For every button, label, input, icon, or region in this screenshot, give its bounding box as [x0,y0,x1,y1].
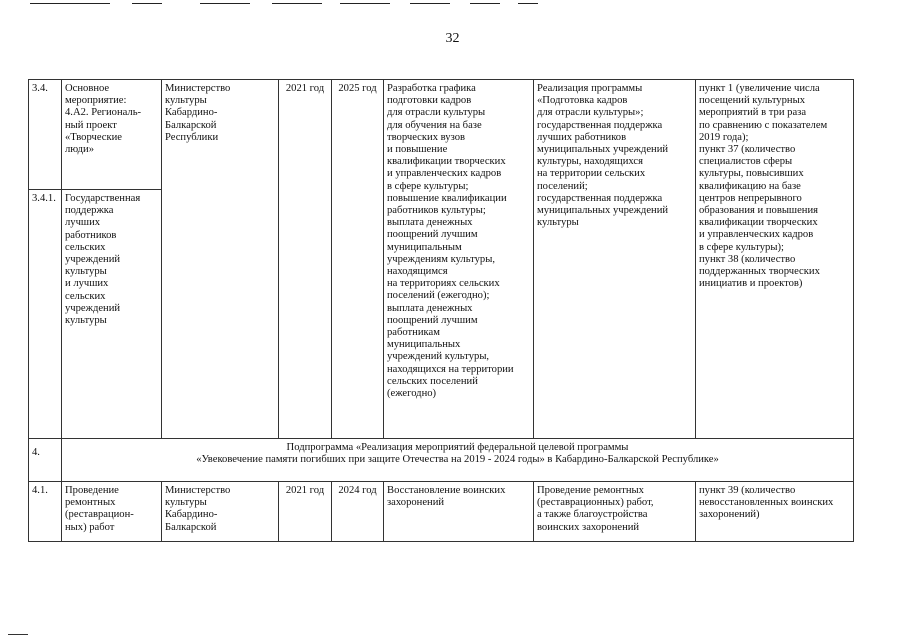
indicators-cell: пункт 1 (увеличение числа посещений культурных мероприятий в три раза по сравнению с показателем 2019 года); пункт 37 (количество специалистов сферы культуры, повысивших квалификацию на базе центров непрерывного образования и повышения квалификации творческих и управленческих кадров в сфере культуры); пункт 38 (количество поддержанных творческих инициатив и проектов) [696,80,854,439]
actions-cell: Восстановление воинских захоронений [384,482,534,542]
top-rule [470,3,500,4]
top-rule [340,3,390,4]
end-year-cell: 2024 год [332,482,384,542]
measures-table [28,79,854,542]
row-number: 4. [29,439,62,482]
top-rule [272,3,322,4]
row-number: 3.4.1. [29,190,62,439]
indicators-cell: пункт 39 (количество невосстановленных воинских захоронений) [696,482,854,542]
measure-name: Основное мероприятие: 4.А2. Региональ- ный проект «Творческие люди» [62,80,162,190]
top-rule [518,3,538,4]
subprogram-title: Подпрограмма «Реализация мероприятий федеральной целевой программы «Увековечение памяти погибших при защите Отечества на 2019 - 2024 годы» в Кабардино-Балкарской Республике» [62,439,854,482]
start-year-cell: 2021 год [279,482,332,542]
result-cell: Проведение ремонтных (реставрационных) работ, а также благоустройства воинских захоронений [534,482,696,542]
start-year-cell: 2021 год [279,80,332,439]
table-row [29,80,854,190]
top-rule [132,3,162,4]
page-number: 32 [445,31,460,46]
row-number: 4.1. [29,482,62,542]
measure-name: Государственная поддержка лучших работников сельских учреждений культуры и лучших сельских учреждений культуры [62,190,162,439]
table-row [29,439,854,482]
actions-cell: Разработка графика подготовки кадров для отрасли культуры для обучения на базе творческих вузов и повышение квалификации творческих и управленческих кадров в сфере культуры; повышение квалификации работников культуры; выплата денежных поощрений лучшим муниципальным учреждениям культуры, находящимся на территориях сельских поселений (ежегодно); выплата денежных поощрений лучшим работникам муниципальных учреждений культуры, находящихся на территории сельских поселений (ежегодно) [384,80,534,439]
top-rule [200,3,250,4]
measure-name: Проведение ремонтных (реставрацион- ных) работ [62,482,162,542]
end-year-cell: 2025 год [332,80,384,439]
top-rule [30,3,110,4]
result-cell: Реализация программы «Подготовка кадров для отрасли культуры»; государственная поддержка лучших работников муниципальных учреждений культуры, находящихся на территории сельских поселений; государственная поддержка муниципальных учреждений культуры [534,80,696,439]
table-row [29,482,854,542]
row-number: 3.4. [29,80,62,190]
executor-cell: Министерство культуры Кабардино- Балкарской [162,482,279,542]
executor-cell: Министерство культуры Кабардино- Балкарской Республики [162,80,279,439]
corner-mark [8,634,28,635]
top-rule [410,3,450,4]
